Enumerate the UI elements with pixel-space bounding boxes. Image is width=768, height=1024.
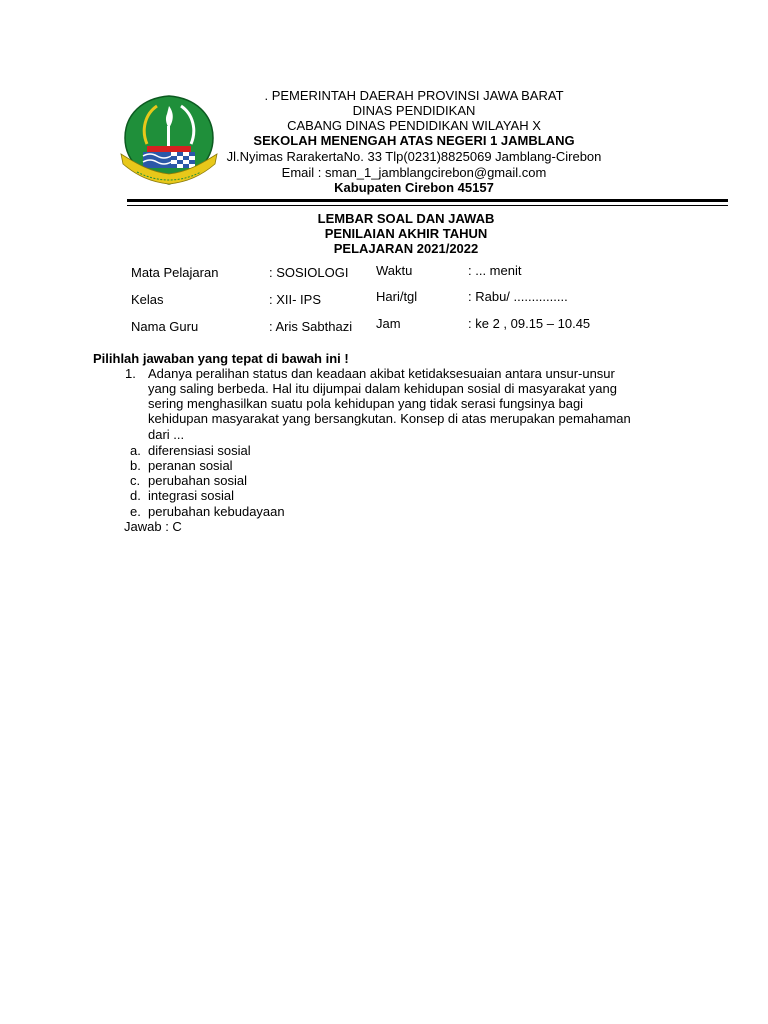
info-value-period: : ke 2 , 09.15 – 10.45 xyxy=(468,316,591,331)
option-letter: a. xyxy=(130,443,141,458)
question-text-line: kehidupan masyarakat yang bersangkutan. Konsep di atas merupakan pemahaman xyxy=(148,411,631,426)
question-text-line: Adanya peralihan status dan keadaan akibat ketidaksesuaian antara unsur-unsur xyxy=(148,366,615,381)
letterhead-agency: DINAS PENDIDIKAN xyxy=(352,103,476,118)
option-text: integrasi sosial xyxy=(148,488,234,503)
letterhead-regency: Kabupaten Cirebon 45157 xyxy=(334,180,494,195)
question-text-line: sering menghasilkan suatu pola kehidupan yang tidak serasi fungsinya bagi xyxy=(148,396,584,411)
option-letter: b. xyxy=(130,458,141,473)
option-text: perubahan sosial xyxy=(148,473,248,488)
letterhead-divider-thin xyxy=(127,205,728,206)
info-value-class: : XII- IPS xyxy=(269,292,322,307)
instruction: Pilihlah jawaban yang tepat di bawah ini ! xyxy=(93,351,349,366)
answer-key: Jawab : C xyxy=(124,519,182,534)
option-text: peranan sosial xyxy=(148,458,233,473)
letterhead-school-name: SEKOLAH MENENGAH ATAS NEGERI 1 JAMBLANG xyxy=(253,133,575,148)
question-text-line: dari ... xyxy=(148,427,185,442)
option-text: perubahan kebudayaan xyxy=(148,504,285,519)
question-number: 1. xyxy=(125,366,136,381)
info-label-subject: Mata Pelajaran xyxy=(131,265,219,280)
letterhead-email: Email : sman_1_jamblangcirebon@gmail.com xyxy=(281,165,547,180)
doc-title-line3: PELAJARAN 2021/2022 xyxy=(333,241,479,256)
letterhead-government: . PEMERINTAH DAERAH PROVINSI JAWA BARAT xyxy=(264,88,564,103)
info-value-day: : Rabu/ ............... xyxy=(468,289,568,304)
info-label-day: Hari/tgl xyxy=(376,289,418,304)
info-value-teacher: : Aris Sabthazi xyxy=(269,319,353,334)
info-label-period: Jam xyxy=(376,316,401,331)
doc-title-line2: PENILAIAN AKHIR TAHUN xyxy=(324,226,488,241)
option-letter: c. xyxy=(130,473,141,488)
info-label-class: Kelas xyxy=(131,292,164,307)
info-value-time: : ... menit xyxy=(468,263,522,278)
question-text-line: yang saling berbeda. Hal itu dijumpai dalam kehidupan sosial di masyarakat yang xyxy=(148,381,617,396)
letterhead-divider-thick xyxy=(127,199,728,202)
letterhead-branch: CABANG DINAS PENDIDIKAN WILAYAH X xyxy=(287,118,541,133)
info-label-teacher: Nama Guru xyxy=(131,319,199,334)
info-label-time: Waktu xyxy=(376,263,413,278)
letterhead-address: Jl.Nyimas RarakertaNo. 33 Tlp(0231)8825069 Jamblang-Cirebon xyxy=(226,149,602,164)
doc-title-line1: LEMBAR SOAL DAN JAWAB xyxy=(317,211,495,226)
option-letter: e. xyxy=(130,504,141,519)
option-letter: d. xyxy=(130,488,141,503)
info-value-subject: : SOSIOLOGI xyxy=(269,265,349,280)
option-text: diferensiasi sosial xyxy=(148,443,251,458)
